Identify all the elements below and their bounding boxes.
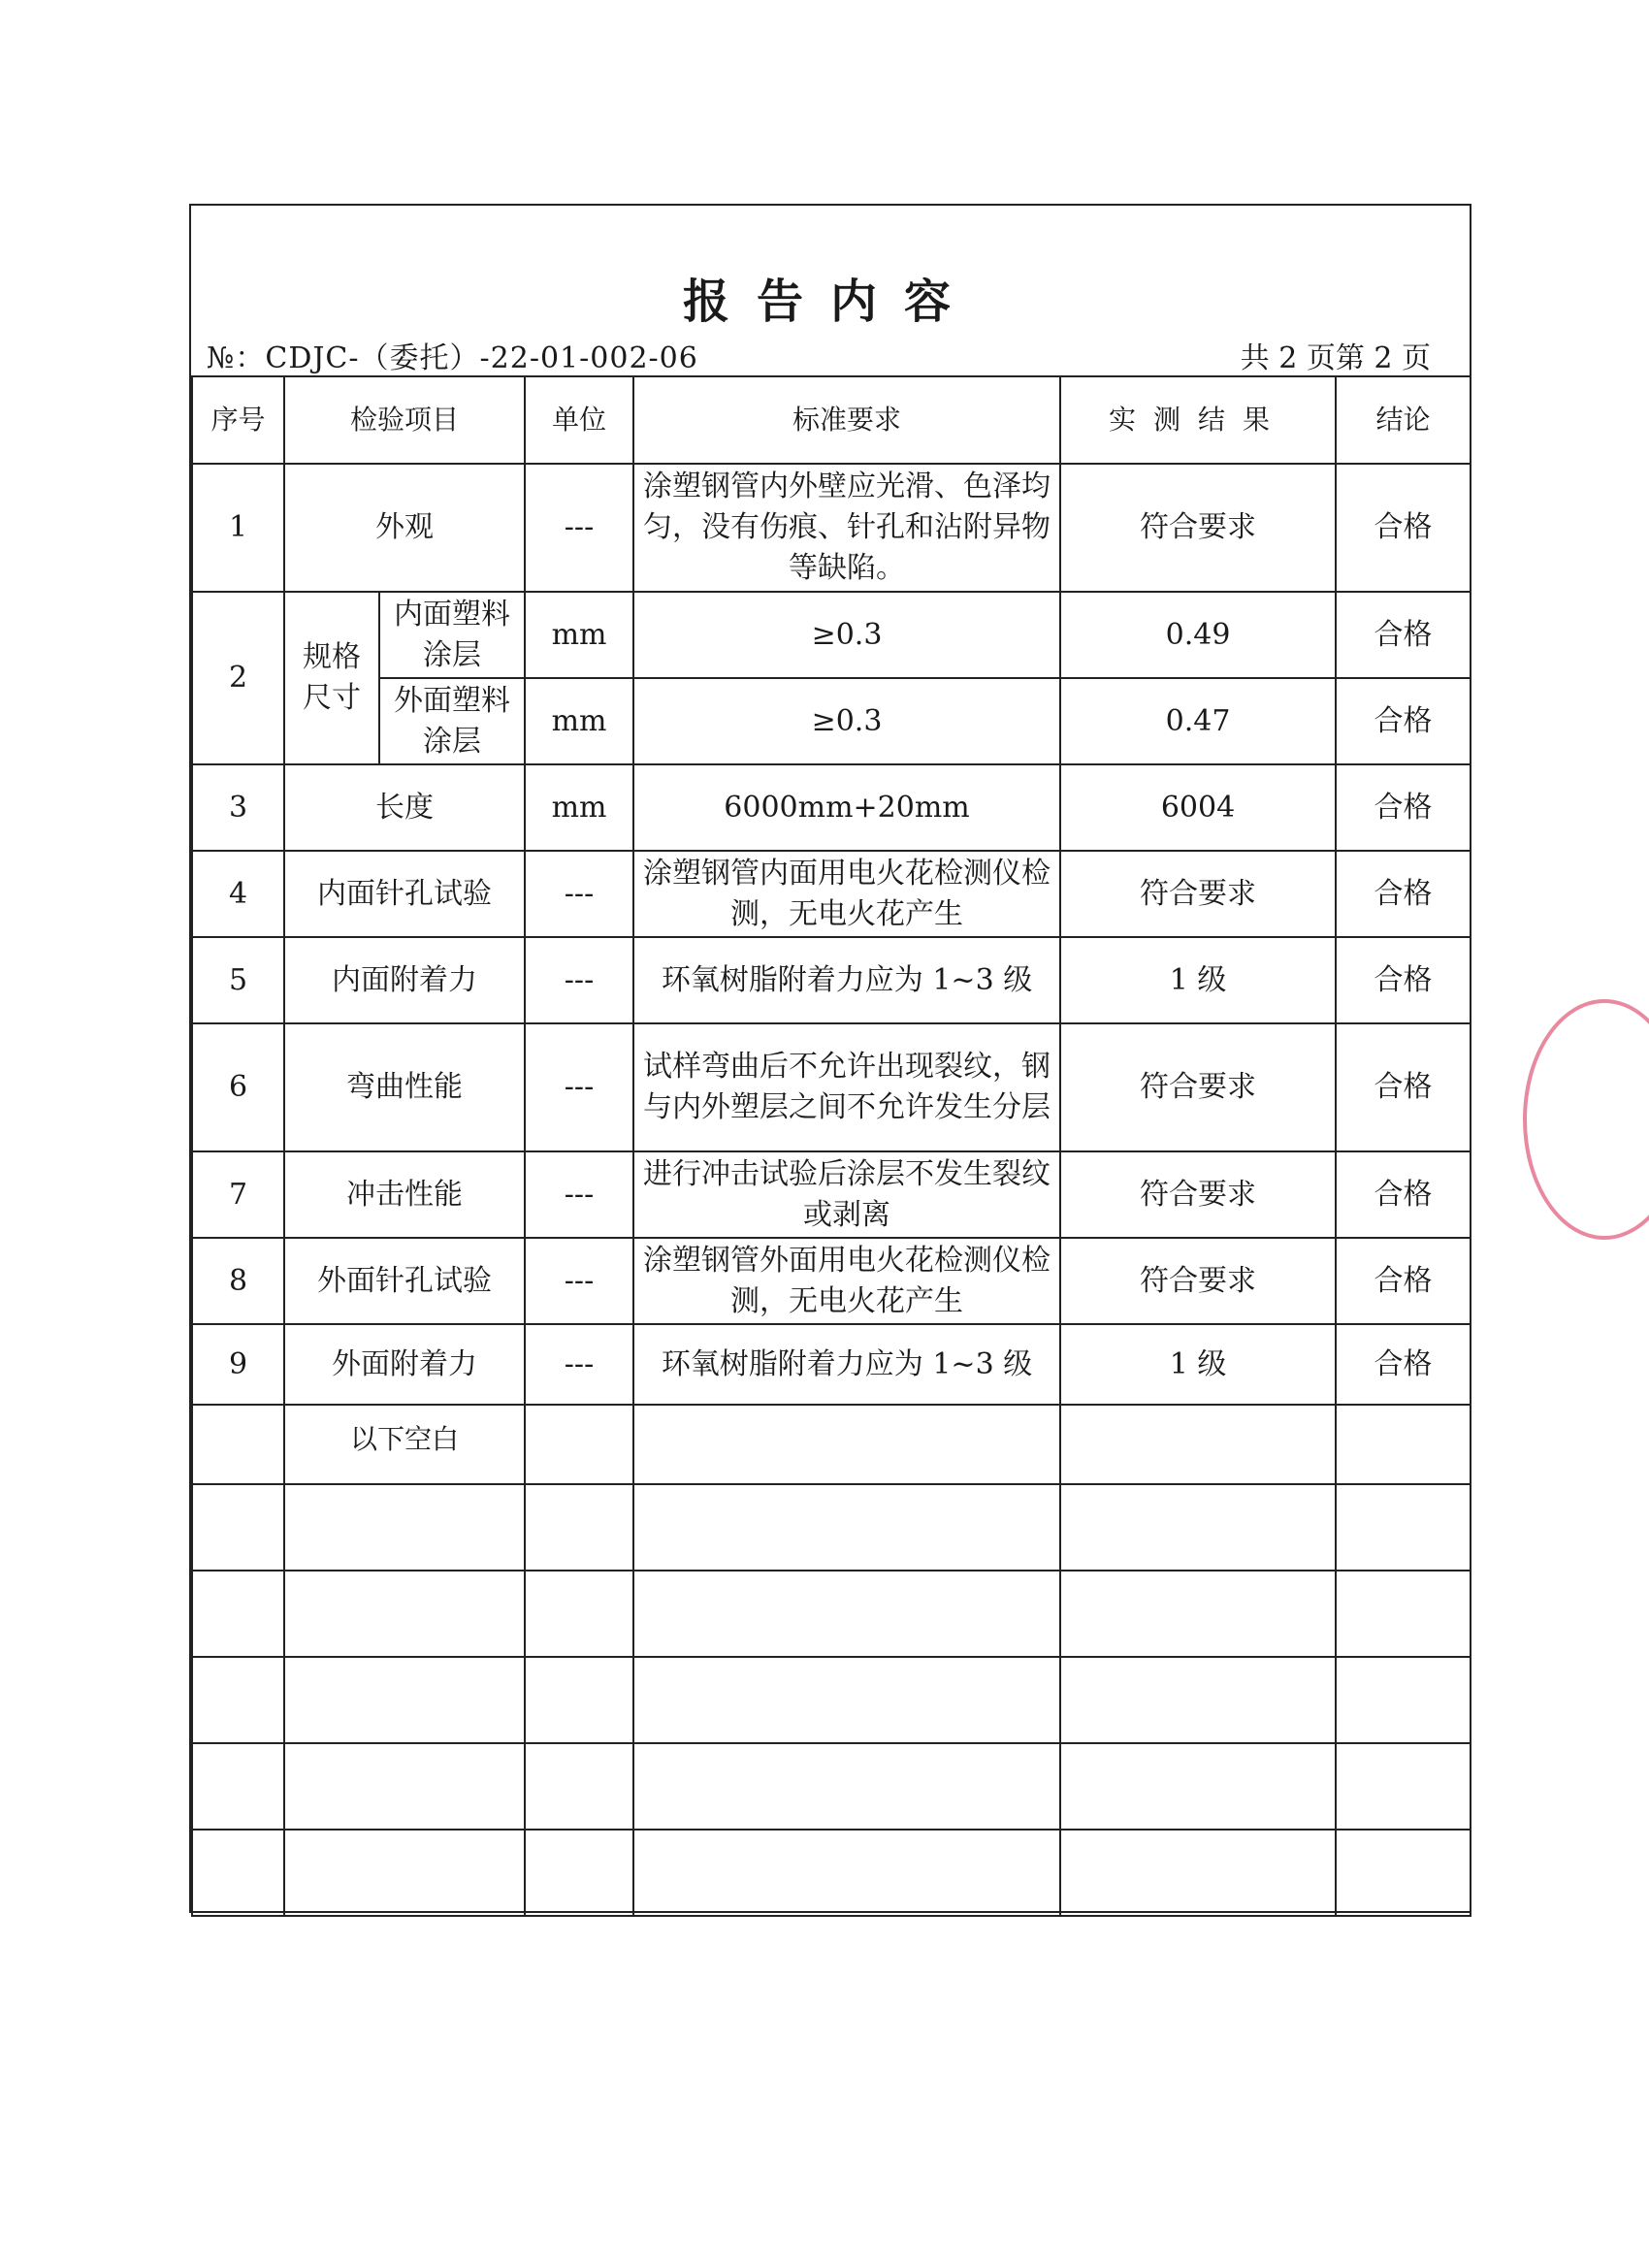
- empty-cell: [284, 1484, 525, 1571]
- table-row: [192, 1743, 1471, 1830]
- table-row: [192, 592, 1471, 678]
- table-row: [192, 1830, 1471, 1916]
- row-standard: 涂塑钢管内面用电火花检测仪检测，无电火花产生: [633, 851, 1060, 937]
- row-conclusion: 合格: [1336, 1324, 1471, 1405]
- row-standard: 环氧树脂附着力应为 1~3 级: [633, 1324, 1060, 1405]
- empty-cell: [1060, 1484, 1336, 1571]
- empty-cell: [1336, 1484, 1471, 1571]
- row-item: 外观: [284, 464, 525, 592]
- row-result: 6004: [1060, 764, 1336, 851]
- row-no: 8: [192, 1238, 284, 1324]
- empty-cell: [284, 1657, 525, 1743]
- empty-cell: [525, 1830, 633, 1916]
- row-group: 规格尺寸: [284, 592, 379, 764]
- empty-cell: [525, 1657, 633, 1743]
- row-no: 5: [192, 937, 284, 1023]
- row-conclusion: 合格: [1336, 851, 1471, 937]
- empty-cell: [525, 1405, 633, 1484]
- row-no: 3: [192, 764, 284, 851]
- row-unit: ---: [525, 1238, 633, 1324]
- row-result: 符合要求: [1060, 851, 1336, 937]
- header-conclusion: 结论: [1336, 376, 1471, 464]
- table-row: [192, 1657, 1471, 1743]
- row-standard: ≥0.3: [633, 678, 1060, 764]
- empty-cell: [1060, 1657, 1336, 1743]
- row-item: 内面针孔试验: [284, 851, 525, 937]
- row-standard: 涂塑钢管外面用电火花检测仪检测，无电火花产生: [633, 1238, 1060, 1324]
- row-conclusion: 合格: [1336, 937, 1471, 1023]
- table-row: [192, 937, 1471, 1023]
- row-item: 冲击性能: [284, 1151, 525, 1238]
- row-unit: ---: [525, 1151, 633, 1238]
- table-row: [192, 1405, 1471, 1484]
- row-conclusion: 合格: [1336, 1238, 1471, 1324]
- row-conclusion: 合格: [1336, 678, 1471, 764]
- row-conclusion: 合格: [1336, 464, 1471, 592]
- empty-cell: [633, 1484, 1060, 1571]
- row-item: 长度: [284, 764, 525, 851]
- empty-cell: [1336, 1571, 1471, 1657]
- row-unit: ---: [525, 1324, 633, 1405]
- table-header-row: [192, 376, 1471, 464]
- row-result: 符合要求: [1060, 464, 1336, 592]
- row-standard: 涂塑钢管内外壁应光滑、色泽均匀，没有伤痕、针孔和沾附异物等缺陷。: [633, 464, 1060, 592]
- empty-cell: [192, 1571, 284, 1657]
- row-item: 外面附着力: [284, 1324, 525, 1405]
- row-unit: mm: [525, 764, 633, 851]
- blank-note: 以下空白: [284, 1405, 525, 1484]
- empty-cell: [1060, 1571, 1336, 1657]
- row-conclusion: 合格: [1336, 1151, 1471, 1238]
- empty-cell: [192, 1743, 284, 1830]
- header-item: 检验项目: [284, 376, 525, 464]
- row-result: 0.49: [1060, 592, 1336, 678]
- row-item: 外面塑料涂层: [379, 678, 525, 764]
- header-result: 实测结果: [1060, 376, 1336, 464]
- empty-cell: [192, 1484, 284, 1571]
- inspection-table: [191, 375, 1471, 1917]
- table-row: [192, 1571, 1471, 1657]
- empty-cell: [284, 1743, 525, 1830]
- table-row: [192, 1151, 1471, 1238]
- row-unit: ---: [525, 851, 633, 937]
- empty-cell: [633, 1830, 1060, 1916]
- row-unit: ---: [525, 464, 633, 592]
- row-standard: 进行冲击试验后涂层不发生裂纹或剥离: [633, 1151, 1060, 1238]
- row-conclusion: 合格: [1336, 1023, 1471, 1151]
- empty-cell: [525, 1571, 633, 1657]
- empty-cell: [1336, 1830, 1471, 1916]
- empty-cell: [192, 1830, 284, 1916]
- empty-cell: [1060, 1743, 1336, 1830]
- report-frame: [189, 204, 1471, 1913]
- page-info: 共 2 页第 2 页: [1240, 341, 1431, 375]
- row-result: 符合要求: [1060, 1151, 1336, 1238]
- table-row: [192, 1238, 1471, 1324]
- empty-cell: [1336, 1657, 1471, 1743]
- row-unit: mm: [525, 592, 633, 678]
- header-no: 序号: [192, 376, 284, 464]
- empty-cell: [1060, 1830, 1336, 1916]
- table-row: [192, 851, 1471, 937]
- empty-cell: [525, 1484, 633, 1571]
- row-item: 外面针孔试验: [284, 1238, 525, 1324]
- row-result: 1 级: [1060, 1324, 1336, 1405]
- row-unit: ---: [525, 1023, 633, 1151]
- empty-cell: [633, 1571, 1060, 1657]
- empty-cell: [192, 1657, 284, 1743]
- row-unit: ---: [525, 937, 633, 1023]
- row-no: 9: [192, 1324, 284, 1405]
- row-item: 内面附着力: [284, 937, 525, 1023]
- header-unit: 单位: [525, 376, 633, 464]
- row-conclusion: 合格: [1336, 764, 1471, 851]
- row-standard: ≥0.3: [633, 592, 1060, 678]
- row-result: 1 级: [1060, 937, 1336, 1023]
- report-number: №：CDJC-（委托）-22-01-002-06: [207, 341, 698, 375]
- empty-cell: [525, 1743, 633, 1830]
- table-row: [192, 764, 1471, 851]
- header-standard: 标准要求: [633, 376, 1060, 464]
- empty-cell: [633, 1743, 1060, 1830]
- row-no: 4: [192, 851, 284, 937]
- row-no: 1: [192, 464, 284, 592]
- seal-stamp: [1523, 999, 1649, 1240]
- table-row: [192, 1484, 1471, 1571]
- empty-cell: [1060, 1405, 1336, 1484]
- table-row: [192, 1023, 1471, 1151]
- row-result: 符合要求: [1060, 1023, 1336, 1151]
- row-no: 2: [192, 592, 284, 764]
- row-no: 7: [192, 1151, 284, 1238]
- row-result: 符合要求: [1060, 1238, 1336, 1324]
- row-conclusion: 合格: [1336, 592, 1471, 678]
- row-unit: mm: [525, 678, 633, 764]
- empty-cell: [1336, 1405, 1471, 1484]
- row-standard: 环氧树脂附着力应为 1~3 级: [633, 937, 1060, 1023]
- row-standard: 试样弯曲后不允许出现裂纹，钢与内外塑层之间不允许发生分层: [633, 1023, 1060, 1151]
- table-row: [192, 1324, 1471, 1405]
- empty-cell: [284, 1830, 525, 1916]
- empty-cell: [192, 1405, 284, 1484]
- empty-cell: [284, 1571, 525, 1657]
- row-item: 内面塑料涂层: [379, 592, 525, 678]
- row-result: 0.47: [1060, 678, 1336, 764]
- row-standard: 6000mm+20mm: [633, 764, 1060, 851]
- empty-cell: [1336, 1743, 1471, 1830]
- row-item: 弯曲性能: [284, 1023, 525, 1151]
- row-no: 6: [192, 1023, 284, 1151]
- empty-cell: [633, 1405, 1060, 1484]
- table-row: [192, 464, 1471, 592]
- empty-cell: [633, 1657, 1060, 1743]
- table-row: [192, 678, 1471, 764]
- report-title: 报告内容: [682, 275, 978, 329]
